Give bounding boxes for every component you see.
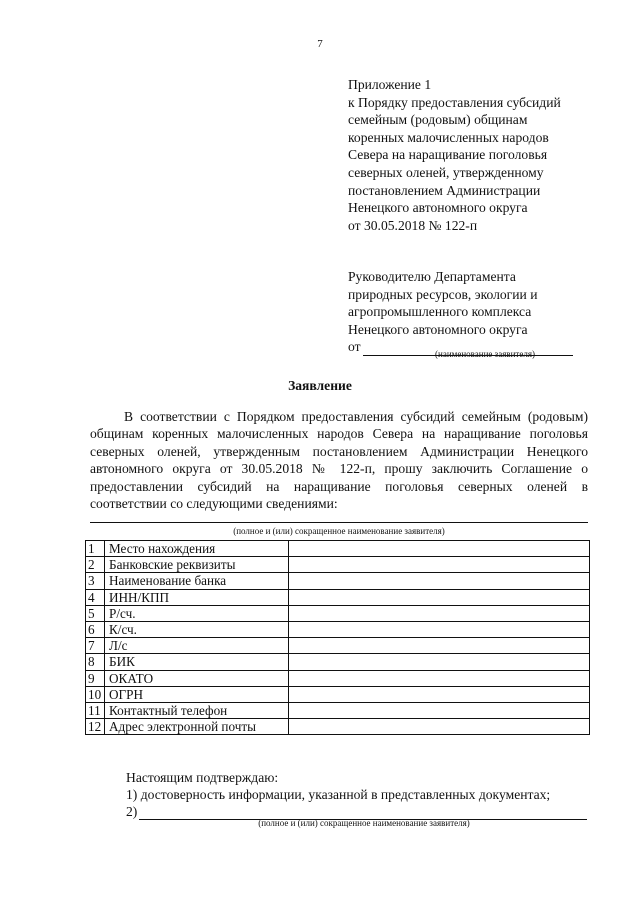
table-row bbox=[86, 573, 590, 589]
appendix-line: Ненецкого автономного округа bbox=[348, 200, 528, 216]
table-row bbox=[86, 589, 590, 605]
row-number: 10 bbox=[86, 686, 105, 702]
row-number: 2 bbox=[86, 557, 105, 573]
table-row bbox=[86, 541, 590, 557]
table-row bbox=[86, 605, 590, 621]
appendix-line: от 30.05.2018 № 122-п bbox=[348, 217, 478, 233]
row-value[interactable] bbox=[289, 573, 590, 589]
row-number: 5 bbox=[86, 605, 105, 621]
row-number: 4 bbox=[86, 589, 105, 605]
appendix-line: к Порядку предоставления субсидий bbox=[348, 94, 561, 110]
row-label: Л/с bbox=[105, 638, 289, 654]
table-row bbox=[86, 686, 590, 702]
table-row bbox=[86, 622, 590, 638]
row-label: Контактный телефон bbox=[105, 703, 289, 719]
addressee-line: Ненецкого автономного округа bbox=[348, 321, 528, 337]
row-number: 9 bbox=[86, 670, 105, 686]
addressee-line: природных ресурсов, экологии и bbox=[348, 286, 538, 302]
appendix-line: северных оленей, утвержденному bbox=[348, 164, 544, 180]
table-row bbox=[86, 703, 590, 719]
row-label: БИК bbox=[105, 654, 289, 670]
applicant-caption: (наименование заявителя) bbox=[435, 349, 535, 359]
row-number: 11 bbox=[86, 703, 105, 719]
row-number: 3 bbox=[86, 573, 105, 589]
row-label: Адрес электронной почты bbox=[105, 719, 289, 735]
row-label: Место нахождения bbox=[105, 541, 289, 557]
row-number: 6 bbox=[86, 622, 105, 638]
appendix-line: семейным (родовым) общинам bbox=[348, 112, 528, 128]
row-value[interactable] bbox=[289, 719, 590, 735]
addressee-block bbox=[348, 268, 633, 356]
table-row bbox=[86, 654, 590, 670]
page-number: 7 bbox=[317, 38, 323, 50]
row-label: Р/сч. bbox=[105, 605, 289, 621]
appendix-line: Приложение 1 bbox=[348, 77, 432, 92]
confirm-item-1: 1) достоверность информации, указанной в представленных документах; bbox=[126, 787, 551, 802]
row-number: 8 bbox=[86, 654, 105, 670]
row-label: ОГРН bbox=[105, 686, 289, 702]
row-value[interactable] bbox=[289, 703, 590, 719]
addressee-line: агропромышленного комплекса bbox=[348, 304, 532, 320]
row-value[interactable] bbox=[289, 686, 590, 702]
row-number: 12 bbox=[86, 719, 105, 735]
document-title: Заявление bbox=[288, 378, 352, 393]
row-label: К/сч. bbox=[105, 622, 289, 638]
row-value[interactable] bbox=[289, 622, 590, 638]
confirm-intro: Настоящим подтверждаю: bbox=[126, 770, 279, 785]
appendix-header bbox=[348, 76, 633, 234]
confirm-applicant-caption: (полное и (или) сокращенное наименование заявителя) bbox=[258, 818, 470, 828]
row-label: Банковские реквизиты bbox=[105, 557, 289, 573]
row-value[interactable] bbox=[289, 589, 590, 605]
applicant-full-name-caption: (полное и (или) сокращенное наименование заявителя) bbox=[233, 526, 445, 536]
applicant-full-name-field[interactable] bbox=[90, 522, 588, 523]
appendix-line: Севера на наращивание поголовья bbox=[348, 147, 548, 163]
table-row bbox=[86, 638, 590, 654]
requisites-table bbox=[85, 540, 590, 735]
row-label: ИНН/КПП bbox=[105, 589, 289, 605]
row-value[interactable] bbox=[289, 670, 590, 686]
table-row bbox=[86, 670, 590, 686]
body-paragraph: В соответствии с Порядком предоставления субсидий семейным (родовым) общинам коренных малочисленных народов Севера на наращивание поголовья северных оленей, утвержденным постановлением Администрации Ненецкого автономного округа от 30.05.2018 № 122-п, прошу заключить Соглашение о предоставлении субсидий на наращивание поголовья северных оленей в соответствии со следующими сведениями: bbox=[90, 409, 588, 512]
appendix-line: коренных малочисленных народов bbox=[348, 129, 549, 145]
row-value[interactable] bbox=[289, 638, 590, 654]
row-label: ОКАТО bbox=[105, 670, 289, 686]
confirm-item-2-label: 2) bbox=[126, 804, 138, 819]
row-number: 7 bbox=[86, 638, 105, 654]
addressee-line: Руководителю Департамента bbox=[348, 269, 516, 284]
table-row bbox=[86, 719, 590, 735]
row-value[interactable] bbox=[289, 654, 590, 670]
row-value[interactable] bbox=[289, 605, 590, 621]
row-value[interactable] bbox=[289, 557, 590, 573]
table-row bbox=[86, 557, 590, 573]
from-label: от bbox=[348, 339, 361, 355]
row-number: 1 bbox=[86, 541, 105, 557]
row-value[interactable] bbox=[289, 541, 590, 557]
appendix-line: постановлением Администрации bbox=[348, 182, 541, 198]
row-label: Наименование банка bbox=[105, 573, 289, 589]
